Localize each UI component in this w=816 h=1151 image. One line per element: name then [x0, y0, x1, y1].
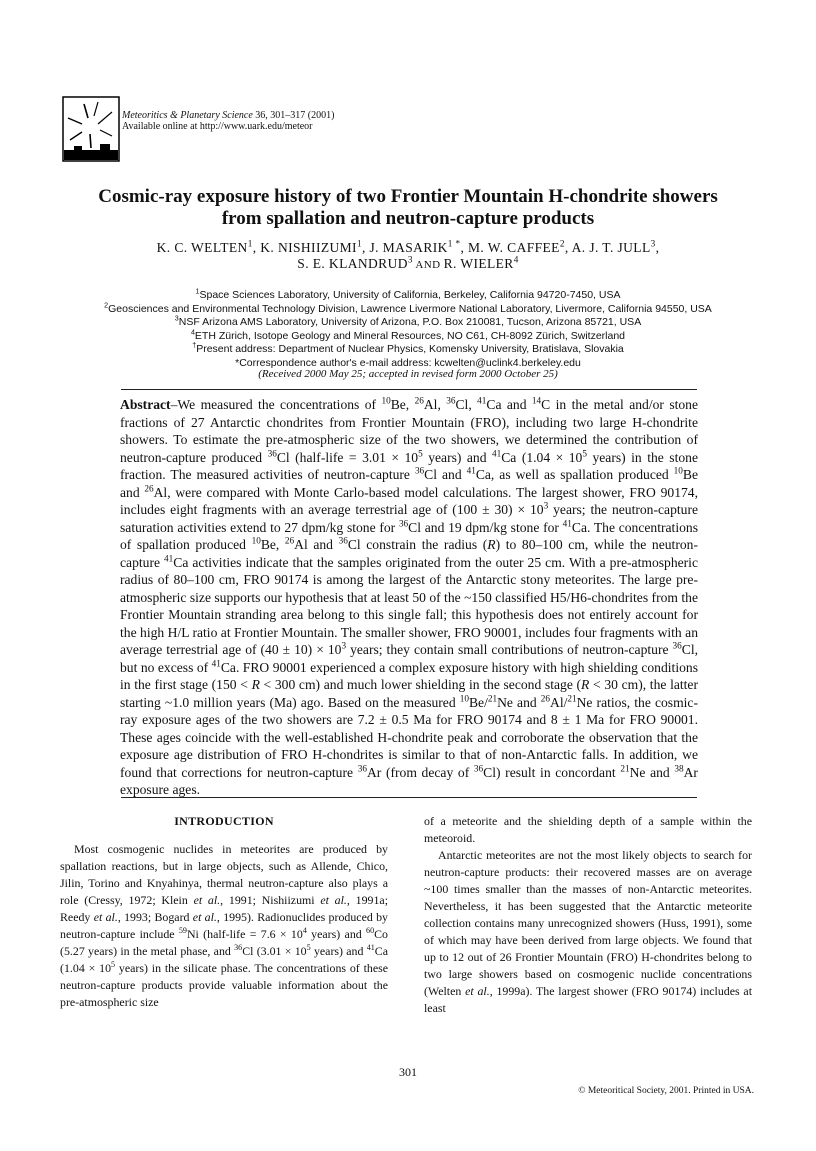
- author-affiliation-mark: 1: [247, 238, 253, 249]
- author-list: [60, 240, 756, 273]
- paper-title: [60, 186, 756, 230]
- copyright-notice: © Meteoritical Society, 2001. Printed in USA.: [578, 1086, 754, 1096]
- paragraph: of a meteorite and the shielding depth of a sample within the meteoroid.: [424, 814, 752, 845]
- journal-header: [122, 110, 334, 132]
- author-affiliation-mark: 1: [356, 238, 362, 249]
- journal-citation: 36, 301–317 (2001): [252, 110, 335, 121]
- abstract-label: Abstract: [120, 397, 171, 412]
- abstract-top-rule: [121, 389, 697, 390]
- author-name: K. NISHIIZUMI: [260, 240, 357, 255]
- paper-title-line-2: from spallation and neutron-capture products: [221, 208, 595, 229]
- journal-online-url: Available online at http://www.uark.edu/meteor: [122, 121, 313, 132]
- right-column: [424, 813, 752, 1017]
- affiliation-item: $^4$ETH Zürich, Isotope Geology and Mineral Resources, NO C61, CH-8092 Zürich, Switzerland: [190, 328, 626, 342]
- author-conjunction: AND: [412, 259, 444, 271]
- affiliation-item: †Present address: Department of Nuclear Physics, Komensky University, Bratislava, Slovakia: [192, 341, 624, 355]
- affiliation-item: $^1$Space Sciences Laboratory, University of California, Berkeley, California 94720-7450, USA: [195, 287, 621, 301]
- journal-name: Meteoritics & Planetary Science: [122, 110, 253, 121]
- paper-title-line-1: Cosmic-ray exposure history of two Frontier Mountain H-chondrite showers: [98, 186, 718, 207]
- affiliation-item: *Correspondence author's e-mail address: kcwelten@uclink4.berkeley.edu: [235, 356, 581, 369]
- author-name: R. WIELER: [443, 256, 514, 271]
- author-name: A. J. T. JULL: [571, 240, 651, 255]
- affiliation-list: [40, 289, 776, 370]
- left-column: [60, 813, 388, 1011]
- abstract: [120, 396, 698, 799]
- author-affiliation-mark: 4: [513, 254, 519, 265]
- abstract-text: –We measured the concentrations of $^{10}$Be, $^{26}$Al, $^{36}$Cl, $^{41}$Ca and $^{14}$C in the metal and/or stone fractions of 27 Antarctic chondrites from Frontier Mountain (FRO), including two large H-chondrite showers. To estimate the pre-atmospheric size of the two showers, we determined the contribution of neutron-capture produced $^{36}$Cl (half-life = $3.01 \times 10^5$ years) and $^{41}$Ca ($1.04 \times 10^5$ years) in the stone fraction. The measured activities of neutron-capture $^{36}$Cl and $^{41}$Ca, as well as spallation produced $^{10}$Be and $^{26}$Al, were compared with Monte Carlo-based model calculations. The largest shower, FRO 90174, includes eight fragments with an average terrestrial age of $(100 \pm 30) \times 10^3$ years; the neutron-capture saturation activities extend to 27 dpm/kg stone for $^{36}$Cl and 19 dpm/kg stone for $^{41}$Ca. The concentrations of spallation produced $^{10}$Be, $^{26}$Al and $^{36}$Cl constrain the radius (R) to 80–100 cm, while the neutron-capture $^{41}$Ca activities indicate that the samples originated from the outer 25 cm. With a pre-atmospheric radius of 80–100 cm, FRO 90174 is among the largest of the Antarctic stony meteorites. The large pre-atmospheric size supports our hypothesis that at least 50 of the ~150 classified H5/H6-chondrites from the Frontier Mountain stranding area belong to this single fall; this hypothesis does not entirely account for the high H/L ratio at Frontier Mountain. The smaller shower, FRO 90001, includes four fragments with an average terrestrial age of $(40 \pm 10) \times 10^3$ years; they contain small contributions of neutron-capture $^{36}$Cl, but no excess of $^{41}$Ca. FRO 90001 experienced a complex exposure history with high shielding conditions in the first stage (150 < R < 300 cm) and much lower shielding in the second stage (R < 30 cm), the latter starting ~1.0 million years (Ma) ago. Based on the measured $^{10}$Be/$^{21}$Ne and $^{26}$Al/$^{21}$Ne ratios, the cosmic-ray exposure ages of the two showers are 7.2 ± 0.5 Ma for FRO 90174 and 8 ± 1 Ma for FRO 90001. These ages coincide with the well-established H-chondrite peak and corroborate the observation that the exposure age distribution of FRO H-chondrites is similar to that of non-Antarctic falls. In addition, we found that corrections for neutron-capture $^{36}$Ar (from decay of $^{36}$Cl) result in concordant $^{21}$Ne and $^{38}$Ar exposure ages.: [120, 395, 699, 797]
- author-affiliation-mark: 1 *: [447, 238, 461, 249]
- author-name: J. MASARIK: [369, 240, 448, 255]
- abstract-bottom-rule: [121, 797, 697, 798]
- author-affiliation-mark: 3: [407, 254, 413, 265]
- journal-logo-icon: [62, 96, 120, 162]
- paragraph: Most cosmogenic nuclides in meteorites are produced by spallation reactions, but in large objects, such as Allende, Chico, Jilin, Torino and Knyahinya, thermal neutron-capture also plays a role (Cressy, 1972; Klein et al., 1991; Nishiizumi et al., 1991a; Reedy et al., 1993; Bogard et al., 1995). Radionuclides produced by neutron-capture include $^{59}$Ni (half-life = $7.6 \times 10^4$ years) and $^{60}$Co (5.27 years) in the metal phase, and $^{36}$Cl ($3.01 \times 10^5$ years) and $^{41}$Ca ($1.04 \times 10^5$ years) in the silicate phase. The concentrations of these neutron-capture products provide valuable information about the pre-atmospheric size: [60, 842, 389, 1009]
- author-line-1: K. C. WELTEN$^1$, K. NISHIIZUMI$^1$, J. $MASARIK^{1 *}$, M. W. CAFFEE$^2$, A. J. T. JULL$^3$,: [156, 238, 660, 255]
- author-name: S. E. KLANDRUD: [297, 256, 408, 271]
- author-affiliation-mark: 2: [559, 238, 565, 249]
- section-heading-introduction: INTRODUCTION: [174, 814, 274, 828]
- paragraph: Antarctic meteorites are not the most likely objects to search for neutron-capture products: their recovered masses are on average ~100 times smaller than the masses of non-Antarctic meteorites. Nevertheless, it has been suggested that the Antarctic meteorite collection contains many unrecognized showers (Huss, 1991), some of which may have been derived from large objects. We found that up to 12 out of 26 Frontier Mountain (FRO) H-chondrites belong to two large showers based on cosmogenic nuclide concentrations (Welten et al., 1999a). The largest shower (FRO 90174) includes at least: [424, 848, 753, 1015]
- author-name: M. W. CAFFEE: [468, 240, 560, 255]
- received-dates: (Received 2000 May 25; accepted in revised form 2000 October 25): [258, 368, 558, 380]
- affiliation-item: $^2$Geosciences and Environmental Technology Division, Lawrence Livermore National Laboratory, Livermore, California 94550, USA: [104, 301, 712, 315]
- page-number: 301: [399, 1065, 417, 1079]
- author-name: K. C. WELTEN: [156, 240, 248, 255]
- affiliation-item: $^3$NSF Arizona AMS Laboratory, University of Arizona, P.O. Box 210081, Tucson, Arizona 85721, USA: [174, 314, 642, 328]
- author-affiliation-mark: 3: [650, 238, 656, 249]
- author-line-2: [60, 256, 756, 273]
